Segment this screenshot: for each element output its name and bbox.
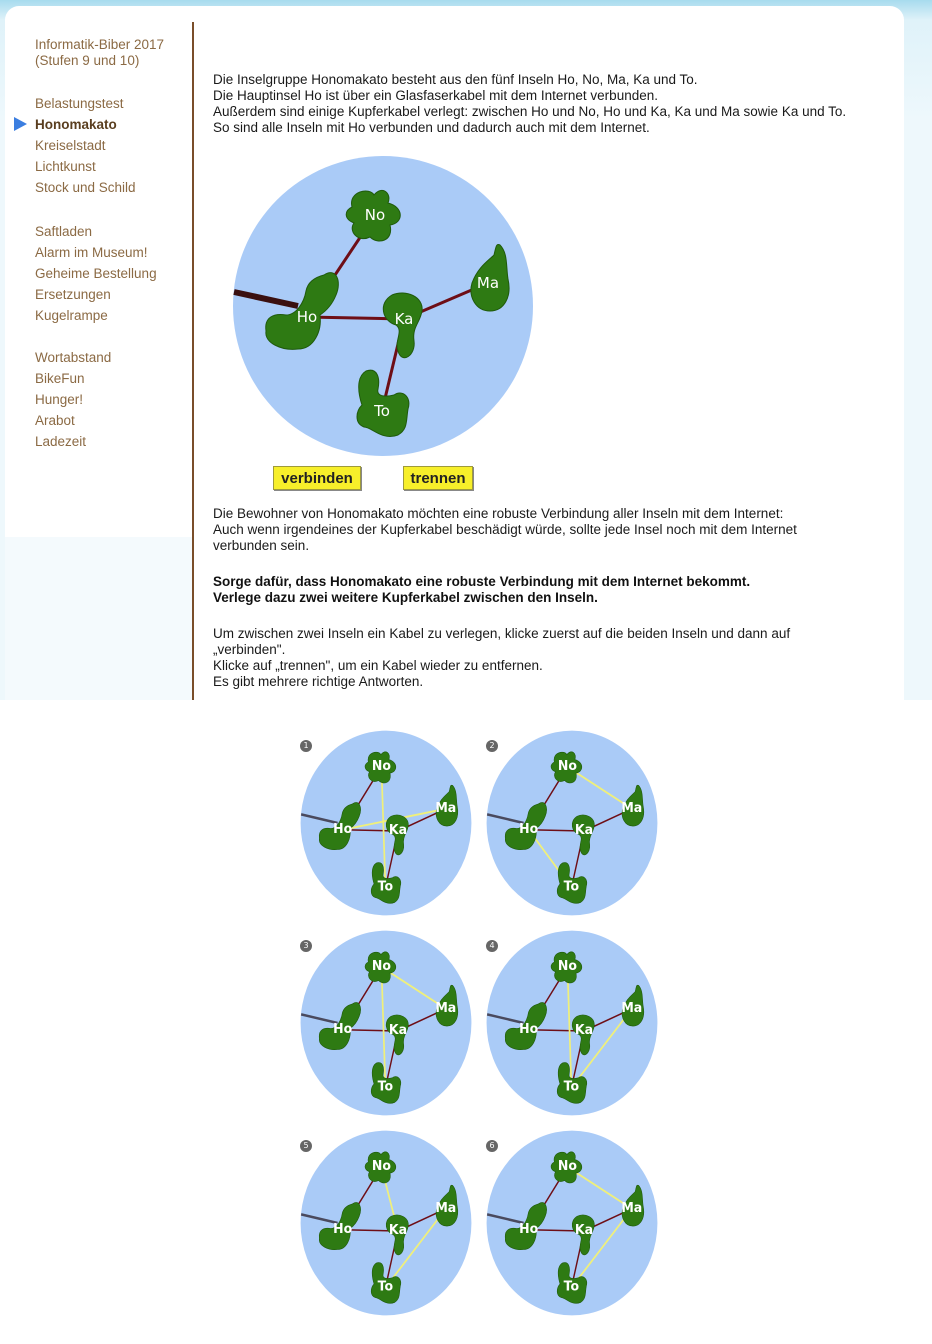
instruction-line: Klicke auf „trennen", um ein Kabel wieder zu entfernen. <box>213 658 543 673</box>
intro-line: Die Inselgruppe Honomakato besteht aus den fünf Inseln Ho, No, Ma, Ka und To. <box>213 72 698 87</box>
robust-line: Auch wenn irgendeines der Kupferkabel beschädigt würde, sollte jede Insel noch mit dem Internet <box>213 522 797 537</box>
nav-item-wortabstand[interactable]: Wortabstand <box>35 350 112 365</box>
robust-line: Die Bewohner von Honomakato möchten eine robuste Verbindung aller Inseln mit dem Internet: <box>213 506 784 521</box>
island-label: No <box>371 758 391 775</box>
instruction-line: Um zwischen zwei Inseln ein Kabel zu verlegen, klicke zuerst auf die beiden Inseln und dann auf <box>213 626 791 641</box>
island-label: Ma <box>621 1000 643 1017</box>
answer-number-badge: 3 <box>300 940 312 952</box>
nav-group-2 <box>35 221 157 326</box>
island-label: To <box>563 1079 580 1095</box>
nav-item-bikefun[interactable]: BikeFun <box>35 371 85 386</box>
island-label: Ma <box>621 1200 643 1217</box>
island-label: Ma <box>435 1200 457 1217</box>
island-label: No <box>364 206 386 224</box>
answer-option-5[interactable] <box>300 1130 472 1316</box>
island-label: Ho <box>333 1021 353 1038</box>
nav-item-kreiselstadt[interactable]: Kreiselstadt <box>35 138 106 153</box>
task-line: Sorge dafür, dass Honomakato eine robuste Verbindung mit dem Internet bekommt. <box>213 574 751 589</box>
nav-item-honomakato[interactable]: Honomakato <box>35 117 117 132</box>
nav-item-arabot[interactable]: Arabot <box>35 413 75 428</box>
island-label: Ka <box>394 310 414 328</box>
nav-group-1 <box>35 93 136 198</box>
task-intro <box>213 72 893 136</box>
island-label: Ka <box>574 1022 594 1039</box>
connect-button[interactable]: verbinden <box>273 466 361 490</box>
sidebar-divider <box>192 22 194 700</box>
island-label: No <box>557 758 577 775</box>
answer-island-map <box>300 730 472 916</box>
intro-line: Außerdem sind einige Kupferkabel verlegt: zwischen Ho und No, Ho und Ka, Ka und Ma sowie Ka und To. <box>213 104 847 119</box>
island-label: Ho <box>519 821 539 838</box>
answer-island-map <box>300 930 472 1116</box>
answer-option-1[interactable] <box>300 730 472 916</box>
course-title-line2: (Stufen 9 und 10) <box>35 53 140 68</box>
island-label: Ma <box>435 1000 457 1017</box>
intro-line: So sind alle Inseln mit Ho verbunden und dadurch auch mit dem Internet. <box>213 120 650 135</box>
island-label: Ka <box>388 822 408 839</box>
answer-number-badge: 4 <box>486 940 498 952</box>
nav-item-ersetzungen[interactable]: Ersetzungen <box>35 287 111 302</box>
island-label: To <box>377 1279 394 1295</box>
island-label: Ma <box>476 274 500 292</box>
instructions <box>213 626 893 690</box>
answer-number-badge: 6 <box>486 1140 498 1152</box>
sidebar-footer <box>5 537 192 700</box>
island-label: Ka <box>574 822 594 839</box>
island-label: To <box>377 1079 394 1095</box>
nav-item-alarm-im-museum[interactable]: Alarm im Museum! <box>35 245 148 260</box>
course-title-line1: Informatik-Biber 2017 <box>35 37 165 52</box>
island-label: Ka <box>574 1222 594 1239</box>
robust-description <box>213 506 893 554</box>
nav-item-belastungstest[interactable]: Belastungstest <box>35 96 124 111</box>
answer-number-badge: 1 <box>300 740 312 752</box>
instruction-line: Es gibt mehrere richtige Antworten. <box>213 674 424 689</box>
nav-item-saftladen[interactable]: Saftladen <box>35 224 93 239</box>
nav-item-lichtkunst[interactable]: Lichtkunst <box>35 159 96 174</box>
island-label: No <box>371 1158 391 1175</box>
answer-option-6[interactable] <box>486 1130 658 1316</box>
answer-island-map <box>486 1130 658 1316</box>
nav-item-geheime-bestellung[interactable]: Geheime Bestellung <box>35 266 157 281</box>
course-title <box>35 37 185 69</box>
instruction-line: „verbinden". <box>213 642 286 657</box>
robust-line: verbunden sein. <box>213 538 310 553</box>
disconnect-button[interactable]: trennen <box>403 466 473 490</box>
nav-group-3 <box>35 347 111 452</box>
island-label: To <box>563 1279 580 1295</box>
answer-option-3[interactable] <box>300 930 472 1116</box>
arrow-right-icon <box>13 117 27 131</box>
answer-island-map <box>300 1130 472 1316</box>
answer-number-badge: 5 <box>300 1140 312 1152</box>
island-label: No <box>371 958 391 975</box>
island-label: Ka <box>388 1022 408 1039</box>
island-map <box>232 155 534 457</box>
answer-island-map <box>486 930 658 1116</box>
task-statement <box>213 574 893 606</box>
island-label: No <box>557 958 577 975</box>
nav-item-hunger[interactable]: Hunger! <box>35 392 84 407</box>
island-label: To <box>374 402 390 420</box>
island-label: Ho <box>333 821 353 838</box>
intro-line: Die Hauptinsel Ho ist über ein Glasfaserkabel mit dem Internet verbunden. <box>213 88 658 103</box>
task-line: Verlege dazu zwei weitere Kupferkabel zwischen den Inseln. <box>213 590 598 605</box>
answer-option-2[interactable] <box>486 730 658 916</box>
island-label: To <box>563 879 580 895</box>
island-label: Ho <box>296 308 318 326</box>
answer-option-4[interactable] <box>486 930 658 1116</box>
island-label: Ho <box>333 1221 353 1238</box>
island-label: No <box>557 1158 577 1175</box>
answer-island-map <box>486 730 658 916</box>
island-label: Ho <box>519 1021 539 1038</box>
nav-item-ladezeit[interactable]: Ladezeit <box>35 434 87 449</box>
island-label: Ma <box>435 800 457 817</box>
island-label: To <box>377 879 394 895</box>
nav-item-stock-und-schild[interactable]: Stock und Schild <box>35 180 136 195</box>
island-label: Ka <box>388 1222 408 1239</box>
island-label: Ma <box>621 800 643 817</box>
nav-item-kugelrampe[interactable]: Kugelrampe <box>35 308 108 323</box>
island-label: Ho <box>519 1221 539 1238</box>
answer-number-badge: 2 <box>486 740 498 752</box>
